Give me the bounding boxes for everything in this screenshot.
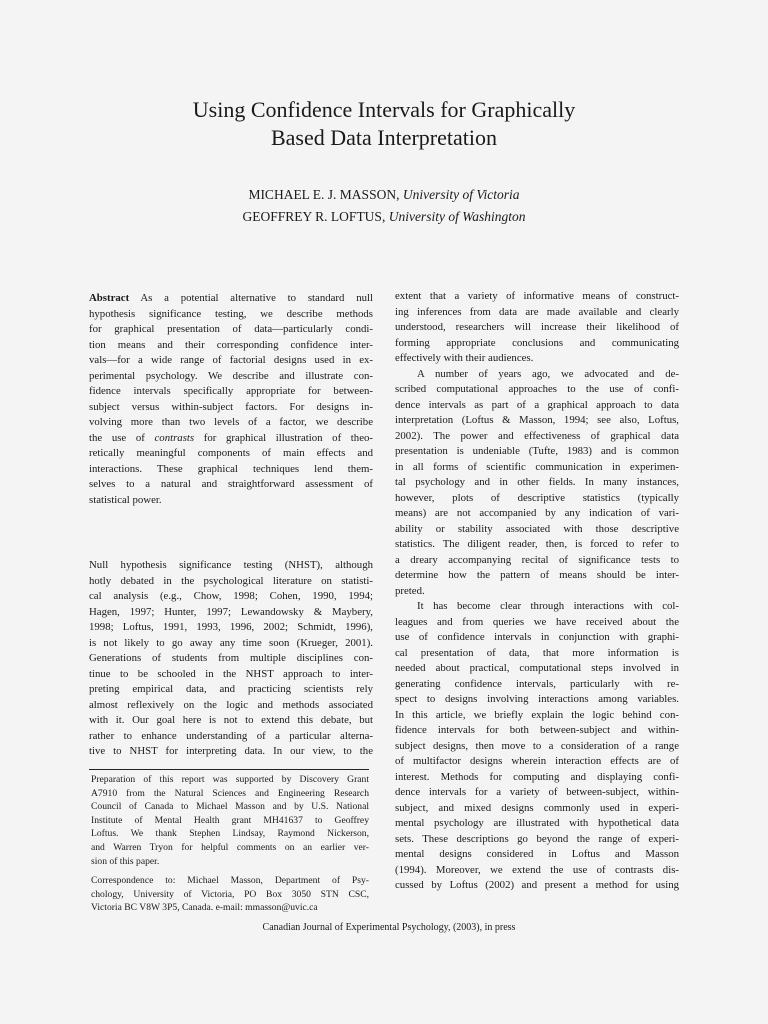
body-line: with it. Our goal here is not to extend this debate, but xyxy=(89,714,373,726)
title-line-1: Using Confidence Intervals for Graphically xyxy=(192,97,576,122)
author-2-name: GEOFFREY R. LOFTUS, xyxy=(242,209,389,224)
body-line: in all forms of scientific communication in experimen- xyxy=(395,460,679,473)
body-line: dence intervals as part of a graphical approach to data xyxy=(395,398,679,411)
body-line: preting empirical data, and practicing scientists rely xyxy=(89,683,373,695)
body-line: needed about practical, computational steps involved in xyxy=(395,662,679,674)
paper-title xyxy=(0,96,768,152)
body-line: cussed by Loftus (2002) and present a method for using xyxy=(395,879,679,891)
body-line: scribed computational approaches to the use of confi- xyxy=(395,383,679,395)
body-line: Generations of students from multiple disciplines con- xyxy=(89,652,373,664)
body-line: hotly debated in the psychological literature on statisti- xyxy=(89,574,373,587)
body-line: presentation is undeniable (Tufte, 1983) and is common xyxy=(395,445,679,457)
body-line: rather to enhance understanding of a particular alterna- xyxy=(89,729,373,742)
title-line-2: Based Data Interpretation xyxy=(270,125,497,150)
body-line: mental psychology are illustrated with hypothetical data xyxy=(395,817,679,829)
abstract-line: hypothesis significance testing, we describe methods xyxy=(89,307,373,320)
footnote-line: Institute of Mental Health grant MH41637 to Geoffrey xyxy=(91,814,369,826)
body-line: however, plots of descriptive statistics (typically xyxy=(395,491,679,504)
abstract-line: perimental psychology. We describe and illustrate con- xyxy=(89,369,373,382)
abstract-line: volving more than two levels of a factor, we describe xyxy=(89,416,373,428)
abstract-line: interactions. These graphical techniques lend them- xyxy=(89,462,373,475)
body-line: spect to designs involving interactions among variables. xyxy=(395,693,679,705)
abstract-line: tion means and their corresponding confidence inter- xyxy=(89,338,373,351)
body-line: tinue to be schooled in the NHST approach to inter- xyxy=(89,667,373,680)
body-line: forming appropriate conclusions and communicating xyxy=(395,336,679,349)
body-line: determine how the pattern of means should be inter- xyxy=(395,569,679,581)
body-line: generating confidence intervals, particularly with re- xyxy=(395,677,679,690)
body-line: means) are not accompanied by any indication of vari- xyxy=(395,507,679,519)
body-line: statistics. The diligent reader, then, is forced to refer to xyxy=(395,538,679,550)
footnote-line: Council of Canada to Michael Masson and by U.S. National xyxy=(91,801,369,813)
body-line: A number of years ago, we advocated and de- xyxy=(417,367,679,380)
body-line: 2002). The power and effectiveness of graphical data xyxy=(395,429,679,442)
author-1-affiliation: University of Victoria xyxy=(402,187,520,202)
body-line: mental designs considered in Loftus and Masson xyxy=(395,848,679,860)
body-line: It has become clear through interactions with col- xyxy=(417,600,679,612)
body-line: preted. xyxy=(395,584,425,597)
abstract-line: fidence intervals specifically appropriate for between- xyxy=(89,385,373,397)
body-line: subject, and mixed designs commonly used in experi- xyxy=(395,801,679,814)
body-line: almost reflexively on the logic and methods associated xyxy=(89,698,373,711)
abstract-line: subject versus within-subject factors. For designs in- xyxy=(89,400,373,413)
right-column xyxy=(395,289,679,894)
body-line: subject designs, then move to a consideration of a range xyxy=(395,739,679,752)
body-line: ing inferences from data are made available and clearly xyxy=(395,305,679,318)
abstract-line: for graphical presentation of data—particularly condi- xyxy=(89,323,373,335)
contrasts-term: contrasts xyxy=(154,431,195,444)
abstract-line: vals—for a wide range of factorial designs used in ex- xyxy=(89,354,373,366)
journal-footer: Canadian Journal of Experimental Psychology, (2003), in press xyxy=(262,922,516,933)
author-2 xyxy=(0,206,768,228)
body-line: of multifactor designs wherein interaction effects are of xyxy=(395,755,679,767)
body-line: Null hypothesis significance testing (NHST), although xyxy=(89,559,373,571)
abstract xyxy=(89,291,373,508)
body-line: 1998; Loftus, 1991, 1993, 1996, 2002; Schmidt, 1996), xyxy=(89,621,373,633)
body-line: interest. Methods for computing and displaying confi- xyxy=(395,770,679,783)
footnote-line: Preparation of this report was supported by Discovery Grant xyxy=(91,774,369,785)
footnote-line: chology, University of Victoria, PO Box 3050 STN CSC, xyxy=(91,888,369,900)
footnote-divider xyxy=(89,769,369,770)
abstract-line: the use of contrasts for graphical illustration of theo- xyxy=(89,431,373,444)
body-line: tive to NHST for interpreting data. In our view, to the xyxy=(89,745,373,757)
body-line: use of confidence intervals in conjunction with graphi- xyxy=(395,631,679,643)
footnote-line: Correspondence to: Michael Masson, Department of Psy- xyxy=(91,875,369,887)
abstract-line: Abstract As a potential alternative to standard null xyxy=(89,292,373,304)
body-line: effectively with their audiences. xyxy=(395,352,534,364)
body-line: leagues and from queries we have received about the xyxy=(395,615,679,628)
abstract-label: Abstract xyxy=(89,292,130,304)
body-line: is not likely to go away any time soon (Krueger, 2001). xyxy=(89,636,373,649)
body-line: extent that a variety of informative means of construct- xyxy=(395,290,679,302)
body-line: Hagen, 1997; Hunter, 1997; Lewandowsky & Maybery, xyxy=(89,605,373,618)
footnote-line: Victoria BC V8W 3P5, Canada. e-mail: mmasson@uvic.ca xyxy=(91,902,318,914)
abstract-line: statistical power. xyxy=(89,493,162,506)
body-line: cal presentation of data, that more information is xyxy=(395,646,679,659)
intro-left-column xyxy=(89,558,373,760)
abstract-line: retically meaningful components of main effects and xyxy=(89,447,373,459)
body-line: interpretation (Loftus & Masson, 1994; see also, Loftus, xyxy=(395,414,679,426)
body-line: tal psychology and in other fields. In many instances, xyxy=(395,476,679,488)
body-line: fidence intervals for both between-subject and within- xyxy=(395,724,679,736)
body-line: ability or stability associated with those descriptive xyxy=(395,522,679,535)
author-block xyxy=(0,184,768,228)
footnotes xyxy=(91,773,369,915)
body-line: (1994). Moreover, we extend the use of contrasts dis- xyxy=(395,863,679,876)
author-2-affiliation: University of Washington xyxy=(388,209,526,224)
body-line: cal analysis (e.g., Chow, 1998; Cohen, 1990, 1994; xyxy=(89,590,373,602)
body-line: In this article, we briefly explain the logic behind con- xyxy=(395,708,679,721)
footnote-line: and Warren Tryon for helpful comments on an earlier ver- xyxy=(91,841,369,853)
footnote-line: sion of this paper. xyxy=(91,855,160,867)
abstract-line: selves to a natural and straightforward assessment of xyxy=(89,478,373,490)
author-1 xyxy=(0,184,768,206)
footnote-line: A7910 from the Natural Sciences and Engineering Research xyxy=(91,787,369,799)
body-line: a dreary accompanying recital of significance tests to xyxy=(395,553,679,566)
author-1-name: MICHAEL E. J. MASSON, xyxy=(248,187,403,202)
body-line: sets. These descriptions go beyond the range of experi- xyxy=(395,832,679,845)
body-line: understood, researchers will increase their likelihood of xyxy=(395,321,679,333)
footnote-line: Loftus. We thank Stephen Lindsay, Raymond Nickerson, xyxy=(91,828,369,840)
body-line: dence intervals for a variety of between-subject, within- xyxy=(395,786,679,798)
